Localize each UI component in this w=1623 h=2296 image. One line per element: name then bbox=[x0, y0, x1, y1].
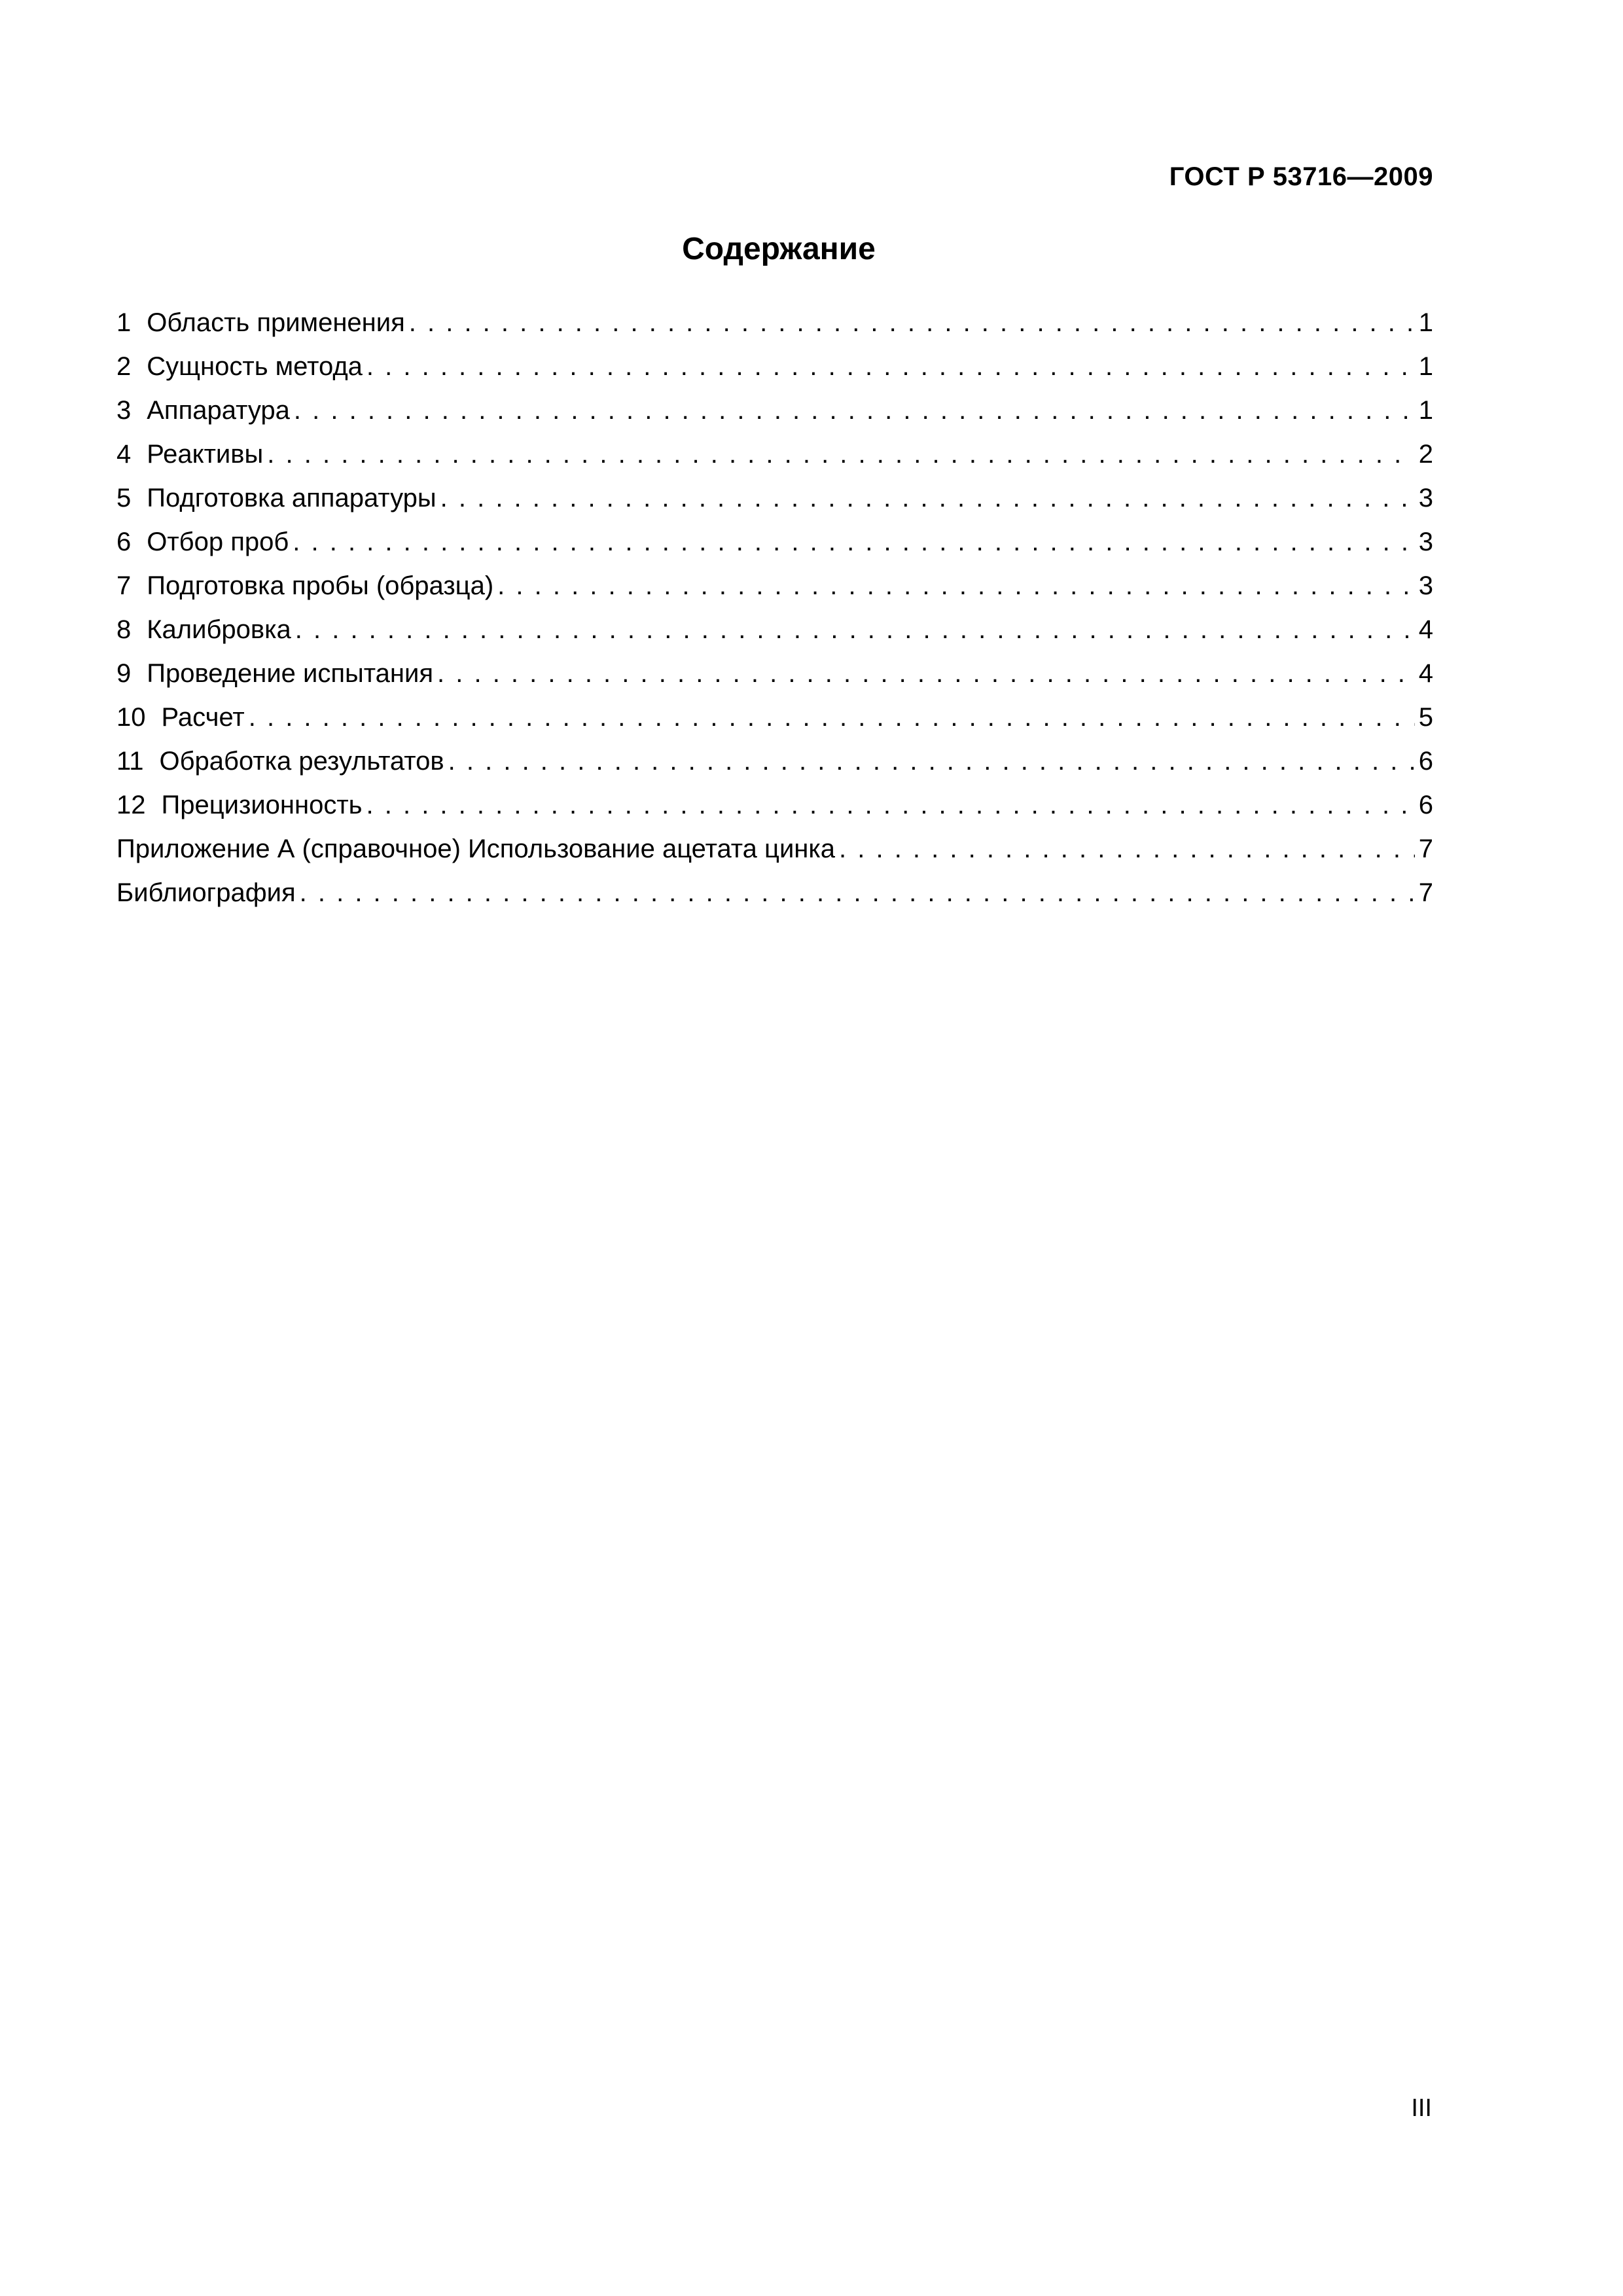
toc-entry[interactable] bbox=[116, 345, 1433, 389]
page-number: III bbox=[1411, 2094, 1432, 2122]
toc-entry[interactable] bbox=[116, 433, 1433, 476]
toc-dot-leader bbox=[440, 476, 1415, 520]
toc-dot-leader bbox=[839, 827, 1415, 871]
toc-entry-label: Реактивы bbox=[147, 440, 264, 469]
toc-dot-leader bbox=[249, 696, 1415, 740]
toc-dot-leader bbox=[448, 740, 1415, 783]
toc-entry-page: 2 bbox=[1418, 440, 1433, 469]
toc-entry[interactable] bbox=[116, 652, 1433, 696]
toc-entry-number: 7 bbox=[116, 571, 132, 600]
toc-entry-label: Проведение испытания bbox=[147, 659, 434, 688]
toc-entry[interactable] bbox=[116, 301, 1433, 345]
table-of-contents bbox=[116, 301, 1433, 915]
toc-entry-page: 4 bbox=[1418, 659, 1433, 688]
toc-entry-number: 11 bbox=[116, 747, 144, 776]
toc-entry-page: 4 bbox=[1418, 615, 1433, 644]
toc-entry-page: 3 bbox=[1418, 528, 1433, 556]
toc-entry-page: 1 bbox=[1418, 308, 1433, 337]
toc-entry-number: 12 bbox=[116, 791, 146, 819]
toc-entry-label: Отбор проб bbox=[147, 528, 289, 556]
toc-dot-leader bbox=[294, 389, 1415, 433]
toc-dot-leader bbox=[366, 783, 1415, 827]
toc-entry-page: 6 bbox=[1418, 791, 1433, 819]
toc-entry-page: 7 bbox=[1418, 878, 1433, 907]
toc-entry-number: 3 bbox=[116, 396, 132, 425]
toc-entry-label: Расчет bbox=[161, 703, 245, 732]
toc-entry-label: Обработка результатов bbox=[159, 747, 444, 776]
toc-entry[interactable] bbox=[116, 740, 1433, 783]
toc-entry[interactable] bbox=[116, 476, 1433, 520]
document-code: ГОСТ Р 53716—2009 bbox=[1169, 162, 1433, 191]
toc-entry-number: 9 bbox=[116, 659, 132, 688]
toc-entry[interactable] bbox=[116, 696, 1433, 740]
toc-entry-label: Приложение А (справочное) Использование ацетата цинка bbox=[116, 834, 836, 863]
toc-entry-number: 10 bbox=[116, 703, 146, 732]
toc-entry-label: Сущность метода bbox=[147, 352, 363, 381]
toc-dot-leader bbox=[267, 433, 1414, 476]
toc-entry-label: Аппаратура bbox=[147, 396, 290, 425]
toc-entry-page: 6 bbox=[1418, 747, 1433, 776]
toc-entry[interactable] bbox=[116, 783, 1433, 827]
toc-dot-leader bbox=[497, 564, 1415, 608]
toc-entry-number: 5 bbox=[116, 484, 132, 512]
toc-dot-leader bbox=[295, 608, 1415, 652]
toc-entry-label: Прецизионность bbox=[161, 791, 363, 819]
toc-entry-label: Библиография bbox=[116, 878, 296, 907]
toc-dot-leader bbox=[437, 652, 1415, 696]
toc-dot-leader bbox=[293, 520, 1414, 564]
toc-entry-number: 1 bbox=[116, 308, 132, 337]
toc-entry-page: 1 bbox=[1418, 396, 1433, 425]
toc-entry[interactable] bbox=[116, 608, 1433, 652]
toc-entry[interactable] bbox=[116, 389, 1433, 433]
toc-entry-number: 6 bbox=[116, 528, 132, 556]
toc-entry-appendix[interactable] bbox=[116, 827, 1433, 871]
toc-entry-page: 5 bbox=[1418, 703, 1433, 732]
toc-entry-label: Область применения bbox=[147, 308, 405, 337]
toc-entry-label: Калибровка bbox=[147, 615, 291, 644]
toc-entry-number: 8 bbox=[116, 615, 132, 644]
toc-entry-page: 3 bbox=[1418, 484, 1433, 512]
toc-entry[interactable] bbox=[116, 520, 1433, 564]
toc-entry-label: Подготовка пробы (образца) bbox=[147, 571, 494, 600]
toc-entry-page: 7 bbox=[1418, 834, 1433, 863]
toc-entry-label: Подготовка аппаратуры bbox=[147, 484, 437, 512]
toc-dot-leader bbox=[409, 301, 1415, 345]
toc-entry-number: 2 bbox=[116, 352, 132, 381]
toc-title: Содержание bbox=[682, 232, 876, 266]
toc-entry-bibliography[interactable] bbox=[116, 871, 1433, 915]
toc-dot-leader bbox=[366, 345, 1415, 389]
toc-entry-number: 4 bbox=[116, 440, 132, 469]
toc-dot-leader bbox=[300, 871, 1415, 915]
toc-entry-page: 3 bbox=[1418, 571, 1433, 600]
toc-entry-page: 1 bbox=[1418, 352, 1433, 381]
toc-entry[interactable] bbox=[116, 564, 1433, 608]
